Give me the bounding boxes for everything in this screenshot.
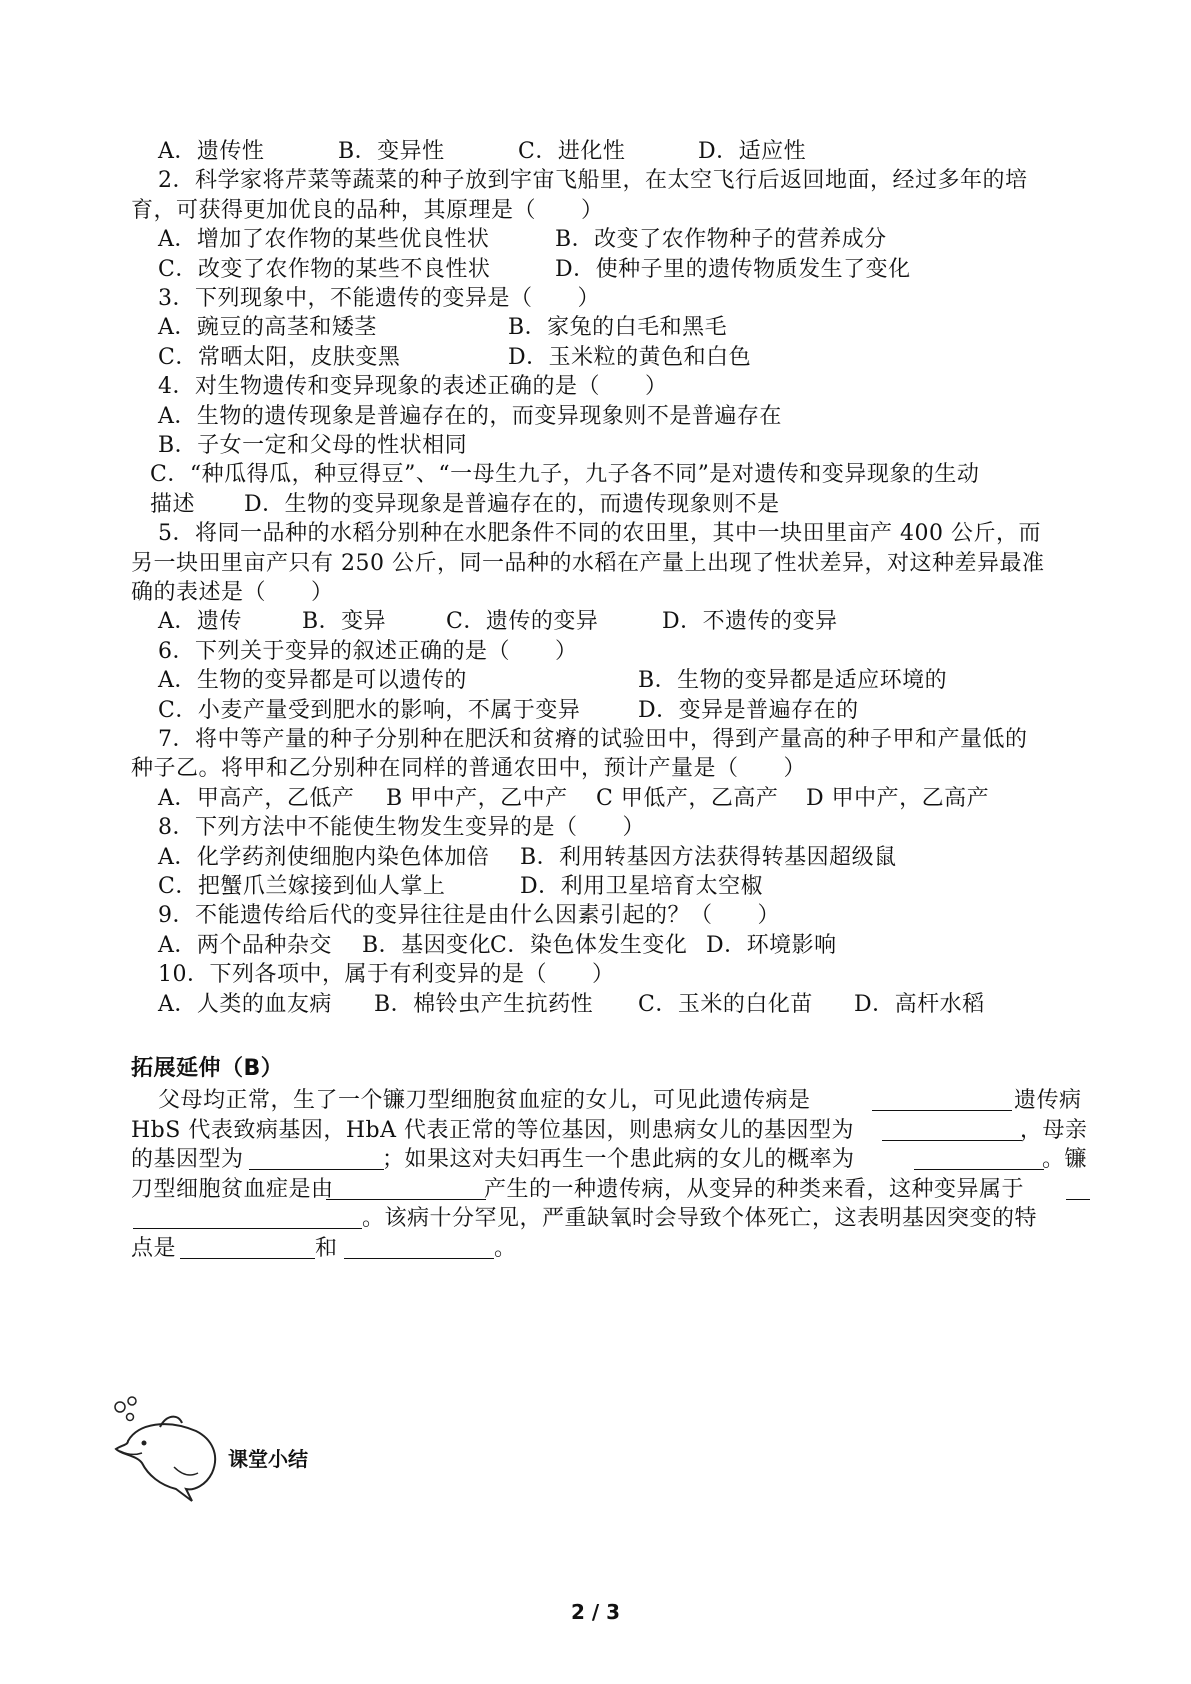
question-text: B．基因变化 [362,932,492,958]
answer-blank[interactable] [133,1206,362,1229]
question-text: 描述 [150,491,196,517]
question-text: 另一块田里亩产只有 250 公斤，同一品种的水稻在产量上出现了性状差异，对这种差异最准 [131,550,1045,576]
question-text: 4．对生物遗传和变异现象的表述正确的是（ ） [158,374,668,400]
question-text: D 甲中产，乙高产 [806,785,990,811]
question-text: 6．下列关于变异的叙述正确的是（ ） [158,638,578,664]
question-text: A．遗传 [158,609,242,635]
question-text: A．化学药剂使细胞内染色体加倍 [158,844,490,870]
answer-blank[interactable] [326,1177,486,1200]
question-text: D．使种子里的遗传物质发生了变化 [555,256,911,282]
answer-blank[interactable] [882,1118,1022,1141]
answer-blank[interactable] [180,1236,315,1259]
question-text: B 甲中产，乙中产 [386,785,568,811]
question-text: C．遗传的变异 [446,609,599,635]
question-text: C．改变了农作物的某些不良性状 [158,256,491,282]
extension-text: 产生的一种遗传病，从变异的种类来看，这种变异属于 [484,1176,1025,1202]
question-text: D．高杆水稻 [854,991,985,1017]
question-text: A．两个品种杂交 [158,932,332,958]
question-text: D．变异是普遍存在的 [638,697,859,723]
answer-blank[interactable] [1066,1177,1090,1200]
question-text: B．改变了农作物种子的营养成分 [555,227,887,253]
question-text: C．玉米的白化苗 [638,991,813,1017]
class-summary [108,1393,338,1503]
question-text: B．生物的变异都是适应环境的 [638,668,948,694]
extension-text: 。该病十分罕见，严重缺氧时会导致个体死亡，这表明基因突变的特 [362,1206,1038,1231]
page-number: 2 / 3 [570,1600,621,1624]
question-text: D．利用卫星培育太空椒 [520,874,764,899]
extension-text: ，母亲 [1020,1117,1088,1143]
extension-text: 刀型细胞贫血症是由 [131,1176,334,1202]
question-text: D．玉米粒的黄色和白色 [508,344,752,370]
question-text: 7．将中等产量的种子分别种在肥沃和贫瘠的试验田中，得到产量高的种子甲和产量低的 [158,727,1028,752]
question-text: C 甲低产，乙高产 [596,785,779,811]
extension-text: 父母均正常，生了一个镰刀型细胞贫血症的女儿，可见此遗传病是 [158,1088,811,1113]
question-text: 育，可获得更加优良的品种，其原理是（ ） [131,197,604,223]
extension-text: 遗传病 [1014,1088,1082,1113]
question-text: A．增加了农作物的某些优良性状 [158,227,490,253]
question-text: 9．不能遗传给后代的变异往往是由什么因素引起的？（ ） [158,903,780,929]
question-text: A．人类的血友病 [158,991,332,1017]
extension-text: 。镰 [1042,1147,1088,1172]
question-text: D．适应性 [698,139,807,164]
question-text: A．豌豆的高茎和矮茎 [158,315,377,341]
extension-text: 点是 [131,1235,177,1261]
answer-blank[interactable] [249,1147,384,1170]
question-text: A．生物的遗传现象是普遍存在的，而变异现象则不是普遍存在 [158,403,782,429]
question-text: C．染色体发生变化 [490,932,688,958]
question-text: C．进化性 [518,139,626,164]
question-text: D．环境影响 [706,932,837,958]
question-text: B．棉铃虫产生抗药性 [374,991,594,1017]
question-text: 2．科学家将芹菜等蔬菜的种子放到宇宙飞船里，在太空飞行后返回地面，经过多年的培 [158,168,1028,194]
extension-text: ；如果这对夫妇再生一个患此病的女儿的概率为 [382,1147,855,1172]
question-text: D．不遗传的变异 [662,609,838,635]
question-text: B．变异性 [338,139,445,164]
question-text: A．生物的变异都是可以遗传的 [158,668,467,694]
question-text: C．“种瓜得瓜，种豆得豆”、“一母生九子，九子各不同”是对遗传和变异现象的生动 [150,462,980,488]
summary-label: 课堂小结 [228,1447,308,1471]
question-text: 10．下列各项中，属于有利变异的是（ ） [158,962,615,988]
question-text: 8．下列方法中不能使生物发生变异的是（ ） [158,815,645,841]
answer-blank[interactable] [914,1147,1044,1170]
question-text: B．利用转基因方法获得转基因超级鼠 [520,844,897,870]
question-text: A．甲高产，乙低产 [158,785,355,811]
question-text: B．家兔的白毛和黑毛 [508,315,728,341]
answer-blank[interactable] [344,1236,494,1259]
question-text: 确的表述是（ ） [131,580,334,605]
dolphin-icon [108,1393,228,1503]
question-text: 5．将同一品种的水稻分别种在水肥条件不同的农田里，其中一块田里亩产 400 公斤，而 [158,521,1041,547]
question-text: 3．下列现象中，不能遗传的变异是（ ） [158,286,600,311]
question-text: D．生物的变异现象是普遍存在的，而遗传现象则不是 [244,491,780,517]
extension-text: 的基因型为 [131,1147,244,1172]
question-text: C．把蟹爪兰嫁接到仙人掌上 [158,874,446,899]
extension-text: 。 [494,1235,517,1261]
extension-heading: 拓展延伸（B） [131,1056,284,1081]
question-text: B．变异 [302,609,387,635]
extension-text: HbS 代表致病基因，HbA 代表正常的等位基因，则患病女儿的基因型为 [131,1117,854,1143]
question-text: C．小麦产量受到肥水的影响，不属于变异 [158,697,581,723]
extension-text: 和 [315,1235,338,1261]
answer-blank[interactable] [872,1088,1012,1111]
question-text: 种子乙。将甲和乙分别种在同样的普通农田中，预计产量是（ ） [131,756,807,782]
question-text: A．遗传性 [158,139,265,164]
question-text: C．常晒太阳，皮肤变黑 [158,344,401,370]
question-text: B．子女一定和父母的性状相同 [158,433,468,458]
